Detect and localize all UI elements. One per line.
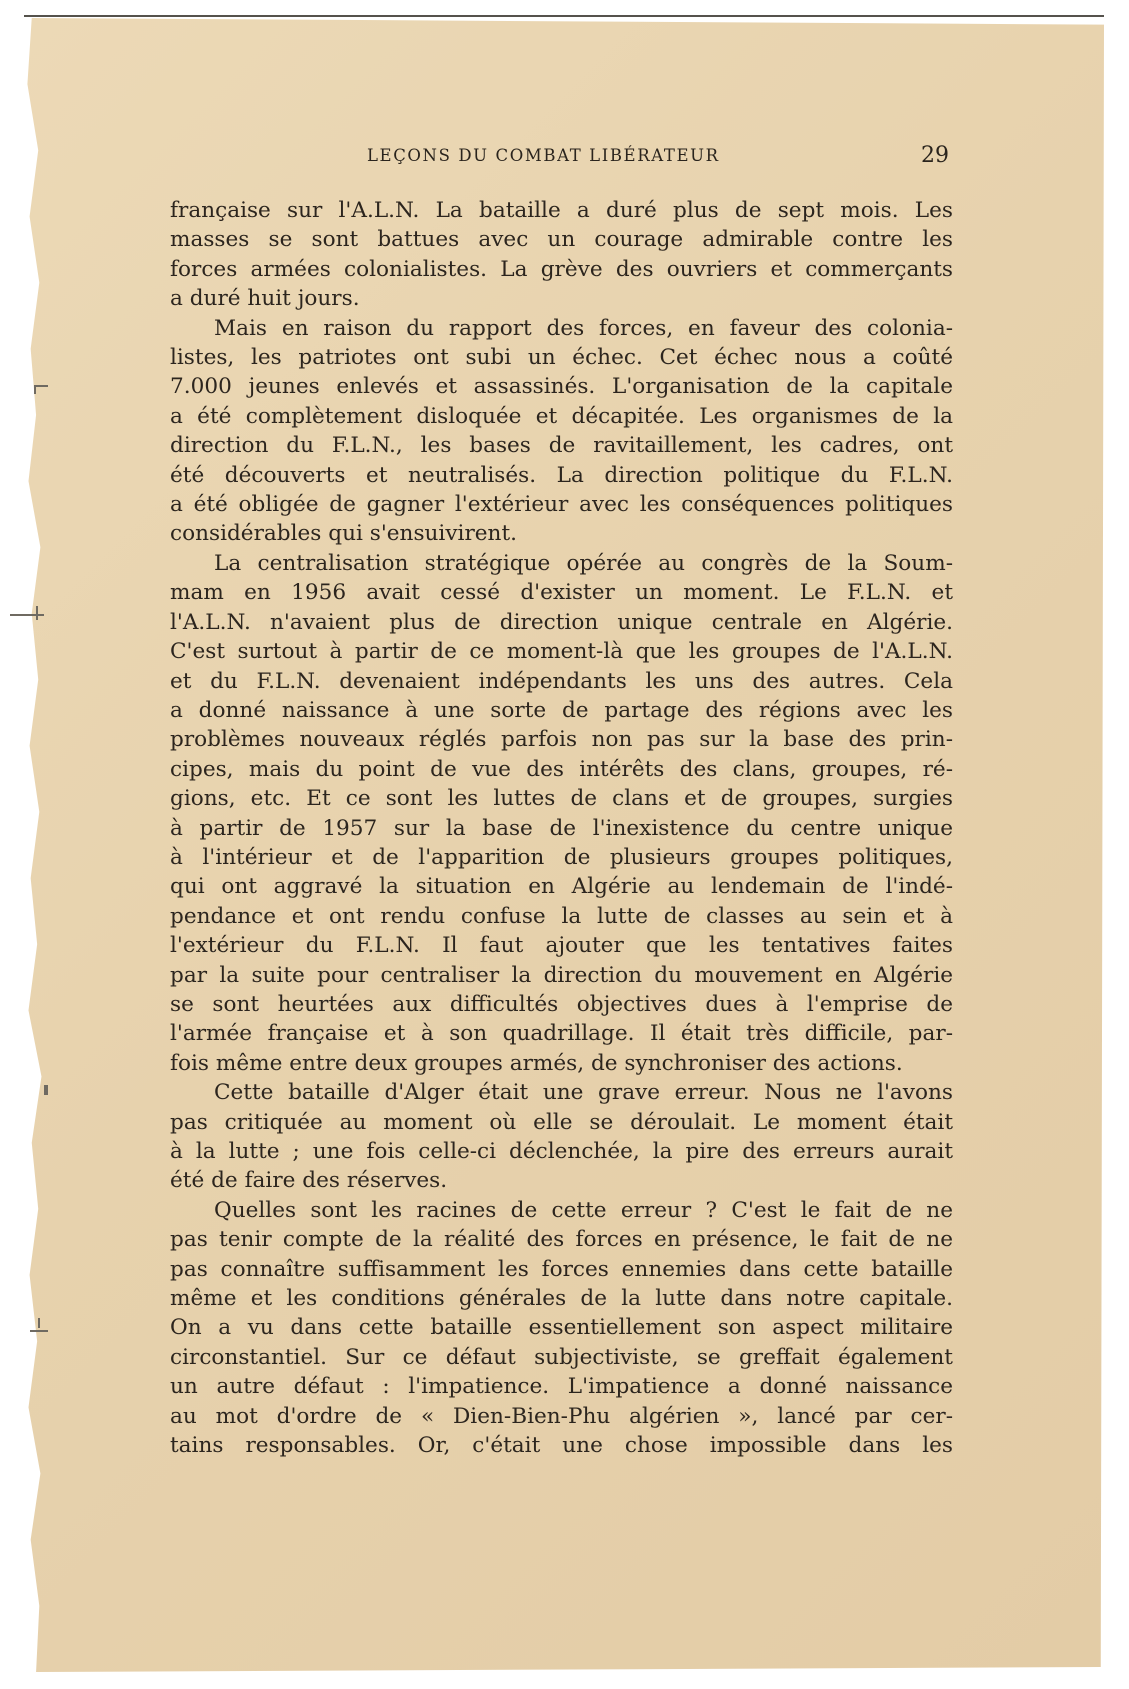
- text-line: été de faire des réserves.: [170, 1168, 448, 1194]
- margin-mark: [30, 1330, 48, 1332]
- running-title: LEÇONS DU COMBAT LIBÉRATEUR: [367, 146, 720, 165]
- text-line: fois même entre deux groupes armés, de synchroniser des actions.: [170, 1050, 903, 1076]
- margin-mark: [44, 1085, 48, 1095]
- text-line: Quelles sont les racines de cette erreur ? C'est le fait de ne: [214, 1197, 953, 1223]
- text-line: Mais en raison du rapport des forces, en faveur des colonia-: [214, 315, 953, 341]
- text-line: La centralisation stratégique opérée au congrès de la Soum-: [214, 550, 953, 576]
- text-line: se sont heurtées aux difficultés objectives dues à l'emprise de: [170, 991, 953, 1017]
- text-line: cipes, mais du point de vue des intérêts des clans, groupes, ré-: [170, 756, 953, 782]
- text-line: Cette bataille d'Alger était une grave erreur. Nous ne l'avons: [214, 1080, 953, 1106]
- text-line: 7.000 jeunes enlevés et assassinés. L'organisation de la capitale: [170, 374, 953, 400]
- text-line: française sur l'A.L.N. La bataille a duré plus de sept mois. Les: [170, 198, 953, 223]
- body-text: [170, 196, 953, 1460]
- text-line: même et les conditions générales de la lutte dans notre capitale.: [170, 1286, 953, 1312]
- text-line: masses se sont battues avec un courage admirable contre les: [170, 227, 953, 253]
- text-line: a été complètement disloquée et décapitée. Les organismes de la: [170, 403, 953, 429]
- text-line: forces armées colonialistes. La grève des ouvriers et commerçants: [170, 256, 953, 282]
- text-line: circonstantiel. Sur ce défaut subjectiviste, se greffait également: [170, 1344, 953, 1370]
- scan-edge-line: [24, 15, 1104, 17]
- text-line: a duré huit jours.: [170, 286, 360, 312]
- text-line: pendance et ont rendu confuse la lutte de classes au sein et à: [170, 903, 953, 929]
- text-line: gions, etc. Et ce sont les luttes de clans et de groupes, surgies: [170, 786, 953, 812]
- text-line: été découverts et neutralisés. La direction politique du F.L.N.: [170, 462, 953, 488]
- page-number: 29: [921, 143, 949, 168]
- text-line: listes, les patriotes ont subi un échec. Cet échec nous a coûté: [170, 345, 953, 371]
- text-line: On a vu dans cette bataille essentiellement son aspect militaire: [170, 1315, 953, 1341]
- margin-mark: [34, 386, 36, 394]
- text-line: problèmes nouveaux réglés parfois non pas sur la base des prin-: [170, 727, 953, 753]
- margin-mark: [34, 385, 48, 387]
- margin-mark: [36, 606, 38, 620]
- text-line: à l'intérieur et de l'apparition de plusieurs groupes politiques,: [170, 844, 953, 870]
- text-line: qui ont aggravé la situation en Algérie au lendemain de l'indé-: [170, 874, 953, 900]
- text-line: C'est surtout à partir de ce moment-là que les groupes de l'A.L.N.: [170, 639, 953, 665]
- page-header: [170, 143, 953, 171]
- text-line: considérables qui s'ensuivirent.: [170, 521, 517, 547]
- text-line: l'armée française et à son quadrillage. Il était très difficile, par-: [170, 1021, 953, 1047]
- text-line: à partir de 1957 sur la base de l'inexistence du centre unique: [170, 815, 953, 841]
- text-line: un autre défaut : l'impatience. L'impatience a donné naissance: [170, 1374, 953, 1400]
- text-line: pas tenir compte de la réalité des forces en présence, le fait de ne: [170, 1227, 953, 1253]
- text-line: à la lutte ; une fois celle-ci déclenchée, la pire des erreurs aurait: [170, 1139, 953, 1164]
- margin-mark: [38, 1318, 40, 1328]
- text-line: tains responsables. Or, c'était une chose impossible dans les: [170, 1433, 953, 1459]
- text-line: et du F.L.N. devenaient indépendants les uns des autres. Cela: [170, 668, 953, 694]
- text-line: mam en 1956 avait cessé d'exister un moment. Le F.L.N. et: [170, 580, 953, 606]
- text-line: a été obligée de gagner l'extérieur avec les conséquences politiques: [170, 492, 953, 518]
- text-line: pas connaître suffisamment les forces ennemies dans cette bataille: [170, 1256, 953, 1282]
- text-line: direction du F.L.N., les bases de ravitaillement, les cadres, ont: [170, 433, 953, 459]
- text-line: par la suite pour centraliser la direction du mouvement en Algérie: [170, 962, 953, 988]
- text-line: a donné naissance à une sorte de partage des régions avec les: [170, 697, 953, 723]
- text-line: l'extérieur du F.L.N. Il faut ajouter que les tentatives faites: [170, 933, 953, 959]
- text-line: pas critiquée au moment où elle se déroulait. Le moment était: [170, 1109, 953, 1135]
- text-line: au mot d'ordre de « Dien-Bien-Phu algérien », lancé par cer-: [170, 1403, 953, 1429]
- text-line: l'A.L.N. n'avaient plus de direction unique centrale en Algérie.: [170, 609, 953, 635]
- margin-mark: [10, 614, 44, 616]
